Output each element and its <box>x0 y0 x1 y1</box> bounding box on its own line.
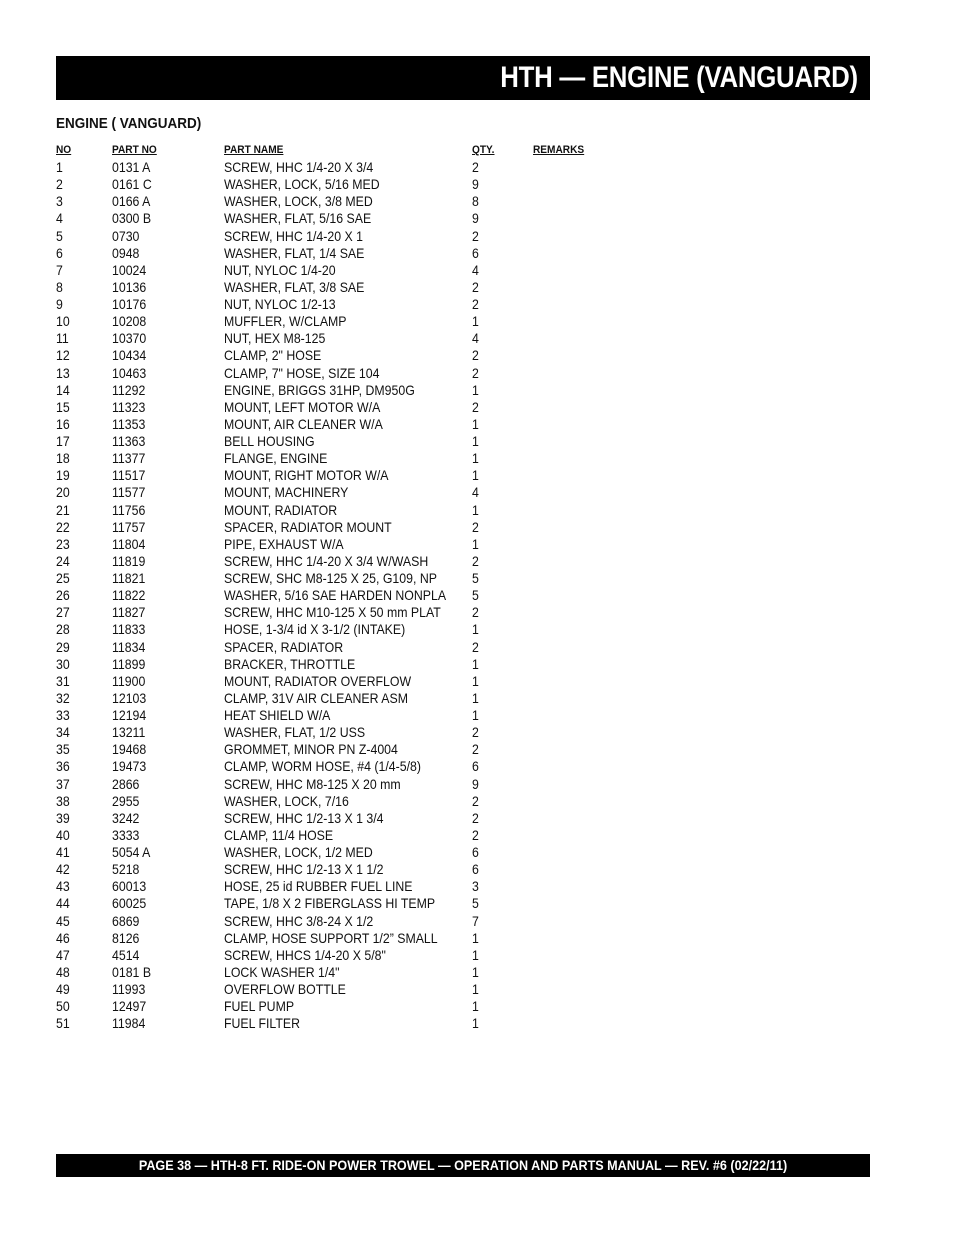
cell-qty: 4 <box>472 261 479 278</box>
cell-part-name: LOCK WASHER 1/4" <box>224 963 340 980</box>
cell-part-no: 12194 <box>112 707 147 723</box>
cell-part-name: HEAT SHIELD W/A <box>224 707 331 723</box>
cell-qty: 2 <box>472 364 479 381</box>
table-row <box>56 741 616 758</box>
footer-text: PAGE 38 — HTH-8 FT. RIDE-ON POWER TROWEL — OPERATION AND PARTS MANUAL — REV. #6 (02/22/11) <box>138 1157 788 1173</box>
cell-part-name: SCREW, HHC M10-125 X 50 mm PLAT <box>224 604 441 621</box>
cell-qty: 1 <box>472 381 479 398</box>
cell-no: 33 <box>56 707 70 723</box>
table-row <box>56 707 616 724</box>
cell-part-name: WASHER, FLAT, 5/16 SAE <box>224 210 372 227</box>
cell-part-no: 10176 <box>112 296 147 312</box>
cell-part-no: 10434 <box>112 347 147 364</box>
cell-part-no: 0300 B <box>112 210 152 227</box>
table-row <box>56 913 616 930</box>
cell-no: 45 <box>56 912 70 929</box>
cell-qty: 1 <box>472 501 479 518</box>
cell-part-name: CLAMP, HOSE SUPPORT 1/2” SMALL <box>224 929 438 946</box>
cell-no: 11 <box>56 330 69 347</box>
table-row <box>56 365 616 382</box>
cell-part-name: WASHER, LOCK, 1/2 MED <box>224 844 373 860</box>
cell-no: 19 <box>56 467 70 484</box>
cell-no: 39 <box>56 809 70 826</box>
cell-part-name: WASHER, FLAT, 3/8 SAE <box>224 278 365 295</box>
cell-part-name: SCREW, HHC 3/8-24 X 1/2 <box>224 912 374 929</box>
cell-part-no: 11833 <box>112 621 146 638</box>
cell-no: 31 <box>56 672 70 689</box>
table-row <box>56 604 616 621</box>
cell-part-name: WASHER, LOCK, 5/16 MED <box>224 176 380 193</box>
cell-part-name: CLAMP, WORM HOSE, #4 (1/4-5/8) <box>224 758 421 775</box>
cell-qty: 2 <box>472 826 479 843</box>
page-header-bar <box>56 56 870 100</box>
cell-part-name: NUT, NYLOC 1/4-20 <box>224 261 336 278</box>
table-row <box>56 621 616 638</box>
cell-qty: 6 <box>472 758 479 775</box>
cell-part-name: CLAMP, 7" HOSE, SIZE 104 <box>224 364 380 381</box>
cell-no: 14 <box>56 381 70 398</box>
cell-part-no: 5054 A <box>112 844 151 860</box>
table-row <box>56 930 616 947</box>
cell-qty: 5 <box>472 587 479 604</box>
cell-no: 24 <box>56 552 70 569</box>
table-row <box>56 758 616 775</box>
cell-no: 2 <box>56 176 63 193</box>
cell-no: 40 <box>56 826 70 843</box>
table-row <box>56 724 616 741</box>
cell-no: 23 <box>56 535 70 552</box>
parts-table-header <box>56 144 616 158</box>
cell-no: 25 <box>56 570 70 586</box>
table-row <box>56 981 616 998</box>
cell-qty: 4 <box>472 484 479 501</box>
cell-qty: 4 <box>472 330 479 347</box>
cell-no: 27 <box>56 604 70 621</box>
cell-no: 34 <box>56 724 70 741</box>
cell-part-name: FUEL PUMP <box>224 998 295 1015</box>
cell-part-name: NUT, HEX M8-125 <box>224 330 326 347</box>
cell-part-no: 2866 <box>112 775 140 792</box>
cell-qty: 1 <box>472 998 479 1015</box>
cell-part-no: 12103 <box>112 689 147 706</box>
cell-part-name: SPACER, RADIATOR MOUNT <box>224 518 392 535</box>
cell-no: 49 <box>56 981 70 997</box>
cell-qty: 2 <box>472 296 479 312</box>
cell-no: 35 <box>56 741 70 758</box>
cell-qty: 1 <box>472 313 479 330</box>
table-row <box>56 673 616 690</box>
cell-no: 38 <box>56 792 70 809</box>
cell-qty: 1 <box>472 1015 479 1032</box>
cell-no: 44 <box>56 895 70 912</box>
cell-part-name: FUEL FILTER <box>224 1015 300 1032</box>
cell-qty: 2 <box>472 638 479 655</box>
table-row <box>56 228 616 245</box>
cell-no: 10 <box>56 313 70 330</box>
cell-part-name: PIPE, EXHAUST W/A <box>224 535 344 552</box>
table-row <box>56 502 616 519</box>
cell-qty: 1 <box>472 535 479 552</box>
table-row <box>56 639 616 656</box>
table-row <box>56 347 616 364</box>
cell-part-no: 10463 <box>112 364 147 381</box>
cell-part-name: SCREW, HHC 1/4-20 X 1 <box>224 227 363 244</box>
cell-part-name: MOUNT, AIR CLEANER W/A <box>224 415 383 432</box>
cell-qty: 6 <box>472 244 479 261</box>
table-row <box>56 587 616 604</box>
table-row <box>56 330 616 347</box>
cell-part-name: CLAMP, 2" HOSE <box>224 347 322 364</box>
cell-part-name: MOUNT, RADIATOR <box>224 501 338 518</box>
cell-part-no: 11323 <box>112 398 146 415</box>
table-row <box>56 279 616 296</box>
cell-qty: 2 <box>472 724 479 741</box>
cell-no: 13 <box>56 364 70 381</box>
cell-part-no: 4514 <box>112 946 140 963</box>
cell-part-no: 11517 <box>112 467 146 484</box>
cell-part-no: 6869 <box>112 912 140 929</box>
table-row <box>56 313 616 330</box>
cell-no: 47 <box>56 946 70 963</box>
column-header-no: NO <box>56 144 72 156</box>
cell-no: 15 <box>56 398 70 415</box>
cell-no: 41 <box>56 844 70 860</box>
cell-no: 3 <box>56 193 63 210</box>
cell-part-name: WASHER, 5/16 SAE HARDEN NONPLA <box>224 587 447 604</box>
cell-qty: 1 <box>472 433 479 449</box>
cell-qty: 2 <box>472 278 479 295</box>
cell-no: 16 <box>56 415 70 432</box>
cell-part-no: 11377 <box>112 450 146 467</box>
section-title: ENGINE ( VANGUARD) <box>56 115 202 132</box>
table-row <box>56 245 616 262</box>
cell-qty: 6 <box>472 861 479 878</box>
cell-no: 21 <box>56 501 70 518</box>
column-header-part-no: PART NO <box>112 144 157 156</box>
cell-part-name: GROMMET, MINOR PN Z-4004 <box>224 741 398 758</box>
table-row <box>56 296 616 313</box>
cell-part-no: 11984 <box>112 1015 146 1032</box>
cell-part-no: 10370 <box>112 330 147 347</box>
table-row <box>56 690 616 707</box>
cell-part-no: 11577 <box>112 484 146 501</box>
column-header-part-name: PART NAME <box>224 144 284 156</box>
cell-part-no: 11827 <box>112 604 146 621</box>
cell-no: 26 <box>56 587 70 604</box>
cell-part-no: 0181 B <box>112 963 152 980</box>
table-row <box>56 878 616 895</box>
cell-part-no: 60025 <box>112 895 147 912</box>
table-row <box>56 793 616 810</box>
cell-part-name: CLAMP, 11/4 HOSE <box>224 826 334 843</box>
cell-part-name: SCREW, HHC 1/4-20 X 3/4 <box>224 159 374 175</box>
cell-qty: 2 <box>472 518 479 535</box>
cell-no: 9 <box>56 296 63 312</box>
cell-part-no: 3333 <box>112 826 140 843</box>
cell-part-name: SCREW, SHC M8-125 X 25, G109, NP <box>224 570 437 586</box>
cell-no: 48 <box>56 963 70 980</box>
cell-part-no: 60013 <box>112 878 147 895</box>
cell-part-no: 0948 <box>112 244 140 261</box>
cell-no: 29 <box>56 638 70 655</box>
cell-qty: 1 <box>472 467 479 484</box>
cell-qty: 2 <box>472 347 479 364</box>
cell-no: 8 <box>56 278 63 295</box>
cell-part-no: 11821 <box>112 570 146 586</box>
cell-no: 42 <box>56 861 70 878</box>
cell-part-name: MOUNT, MACHINERY <box>224 484 349 501</box>
cell-qty: 9 <box>472 210 479 227</box>
cell-part-name: NUT, NYLOC 1/2-13 <box>224 296 336 312</box>
cell-part-name: WASHER, FLAT, 1/4 SAE <box>224 244 365 261</box>
cell-part-no: 8126 <box>112 929 140 946</box>
cell-part-name: WASHER, LOCK, 7/16 <box>224 792 349 809</box>
table-row <box>56 519 616 536</box>
table-row <box>56 964 616 981</box>
cell-part-name: MOUNT, LEFT MOTOR W/A <box>224 398 381 415</box>
cell-part-no: 19468 <box>112 741 147 758</box>
cell-qty: 2 <box>472 741 479 758</box>
cell-part-name: MOUNT, RIGHT MOTOR W/A <box>224 467 389 484</box>
parts-table-body <box>56 159 616 1032</box>
cell-qty: 1 <box>472 963 479 980</box>
cell-part-name: BELL HOUSING <box>224 433 315 449</box>
cell-no: 37 <box>56 775 70 792</box>
cell-no: 28 <box>56 621 70 638</box>
cell-part-name: CLAMP, 31V AIR CLEANER ASM <box>224 689 408 706</box>
cell-qty: 9 <box>472 176 479 193</box>
cell-part-no: 0166 A <box>112 193 151 210</box>
cell-part-no: 11353 <box>112 415 146 432</box>
cell-part-name: TAPE, 1/8 X 2 FIBERGLASS HI TEMP <box>224 895 436 912</box>
cell-part-name: HOSE, 25 id RUBBER FUEL LINE <box>224 878 413 895</box>
table-row <box>56 810 616 827</box>
cell-part-name: ENGINE, BRIGGS 31HP, DM950G <box>224 381 415 398</box>
table-row <box>56 553 616 570</box>
cell-part-name: HOSE, 1-3/4 id X 3-1/2 (INTAKE) <box>224 621 406 638</box>
cell-part-no: 10136 <box>112 278 147 295</box>
cell-no: 7 <box>56 261 63 278</box>
table-row <box>56 570 616 587</box>
cell-no: 36 <box>56 758 70 775</box>
table-row <box>56 416 616 433</box>
cell-no: 51 <box>56 1015 70 1032</box>
table-row <box>56 536 616 553</box>
cell-part-name: WASHER, LOCK, 3/8 MED <box>224 193 373 210</box>
cell-no: 12 <box>56 347 70 364</box>
cell-qty: 1 <box>472 672 479 689</box>
cell-part-no: 5218 <box>112 861 140 878</box>
table-row <box>56 467 616 484</box>
table-row <box>56 656 616 673</box>
cell-part-no: 10208 <box>112 313 147 330</box>
cell-no: 20 <box>56 484 70 501</box>
cell-part-no: 13211 <box>112 724 146 741</box>
cell-qty: 8 <box>472 193 479 210</box>
table-row <box>56 382 616 399</box>
cell-part-no: 11899 <box>112 655 146 672</box>
table-row <box>56 399 616 416</box>
table-row <box>56 484 616 501</box>
table-row <box>56 998 616 1015</box>
cell-part-name: BRACKER, THROTTLE <box>224 655 356 672</box>
cell-qty: 6 <box>472 844 479 860</box>
table-row <box>56 210 616 227</box>
cell-part-no: 11756 <box>112 501 146 518</box>
cell-no: 1 <box>56 159 63 175</box>
cell-part-no: 0131 A <box>112 159 151 175</box>
cell-no: 17 <box>56 433 70 449</box>
cell-qty: 3 <box>472 878 479 895</box>
table-row <box>56 450 616 467</box>
page-title: HTH — ENGINE (VANGUARD) <box>500 61 858 94</box>
cell-qty: 1 <box>472 981 479 997</box>
cell-part-name: SCREW, HHC M8-125 X 20 mm <box>224 775 401 792</box>
cell-part-name: SCREW, HHC 1/4-20 X 3/4 W/WASH <box>224 552 429 569</box>
table-row <box>56 176 616 193</box>
cell-no: 32 <box>56 689 70 706</box>
table-row <box>56 262 616 279</box>
table-row <box>56 861 616 878</box>
cell-part-no: 0161 C <box>112 176 152 193</box>
cell-qty: 2 <box>472 809 479 826</box>
cell-part-no: 11993 <box>112 981 146 997</box>
cell-no: 30 <box>56 655 70 672</box>
cell-part-no: 11363 <box>112 433 146 449</box>
cell-no: 18 <box>56 450 70 467</box>
cell-part-name: SCREW, HHCS 1/4-20 X 5/8" <box>224 946 386 963</box>
cell-qty: 7 <box>472 912 479 929</box>
cell-part-no: 0730 <box>112 227 140 244</box>
cell-qty: 5 <box>472 570 479 586</box>
cell-no: 6 <box>56 244 63 261</box>
cell-qty: 2 <box>472 398 479 415</box>
cell-part-name: MUFFLER, W/CLAMP <box>224 313 347 330</box>
cell-qty: 1 <box>472 689 479 706</box>
table-row <box>56 895 616 912</box>
cell-qty: 2 <box>472 792 479 809</box>
cell-qty: 1 <box>472 621 479 638</box>
cell-part-name: FLANGE, ENGINE <box>224 450 328 467</box>
cell-part-no: 11804 <box>112 535 146 552</box>
page-footer-bar <box>56 1154 870 1177</box>
cell-qty: 2 <box>472 227 479 244</box>
cell-part-no: 19473 <box>112 758 147 775</box>
cell-part-no: 11757 <box>112 518 146 535</box>
cell-qty: 1 <box>472 946 479 963</box>
cell-no: 4 <box>56 210 63 227</box>
table-row <box>56 193 616 210</box>
cell-no: 5 <box>56 227 63 244</box>
cell-part-name: SCREW, HHC 1/2-13 X 1 1/2 <box>224 861 384 878</box>
cell-part-no: 3242 <box>112 809 140 826</box>
cell-part-name: OVERFLOW BOTTLE <box>224 981 346 997</box>
table-row <box>56 159 616 176</box>
cell-part-no: 11819 <box>112 552 146 569</box>
cell-part-no: 11834 <box>112 638 146 655</box>
cell-part-no: 12497 <box>112 998 147 1015</box>
cell-part-name: MOUNT, RADIATOR OVERFLOW <box>224 672 412 689</box>
table-row <box>56 1015 616 1032</box>
cell-qty: 2 <box>472 159 479 175</box>
cell-qty: 9 <box>472 775 479 792</box>
cell-no: 46 <box>56 929 70 946</box>
cell-no: 22 <box>56 518 70 535</box>
cell-part-no: 11292 <box>112 381 146 398</box>
cell-qty: 2 <box>472 552 479 569</box>
table-row <box>56 776 616 793</box>
column-header-remarks: REMARKS <box>533 144 585 156</box>
cell-part-name: SCREW, HHC 1/2-13 X 1 3/4 <box>224 809 384 826</box>
cell-part-name: WASHER, FLAT, 1/2 USS <box>224 724 366 741</box>
cell-qty: 1 <box>472 929 479 946</box>
table-row <box>56 844 616 861</box>
column-header-qty: QTY. <box>472 144 495 156</box>
cell-part-name: SPACER, RADIATOR <box>224 638 344 655</box>
cell-qty: 5 <box>472 895 479 912</box>
table-row <box>56 433 616 450</box>
table-row <box>56 947 616 964</box>
cell-qty: 1 <box>472 415 479 432</box>
cell-qty: 2 <box>472 604 479 621</box>
cell-part-no: 11822 <box>112 587 146 604</box>
cell-qty: 1 <box>472 450 479 467</box>
table-row <box>56 827 616 844</box>
cell-part-no: 2955 <box>112 792 140 809</box>
cell-no: 43 <box>56 878 70 895</box>
cell-no: 50 <box>56 998 70 1015</box>
cell-qty: 1 <box>472 707 479 723</box>
cell-part-no: 11900 <box>112 672 146 689</box>
cell-qty: 1 <box>472 655 479 672</box>
cell-part-no: 10024 <box>112 261 147 278</box>
